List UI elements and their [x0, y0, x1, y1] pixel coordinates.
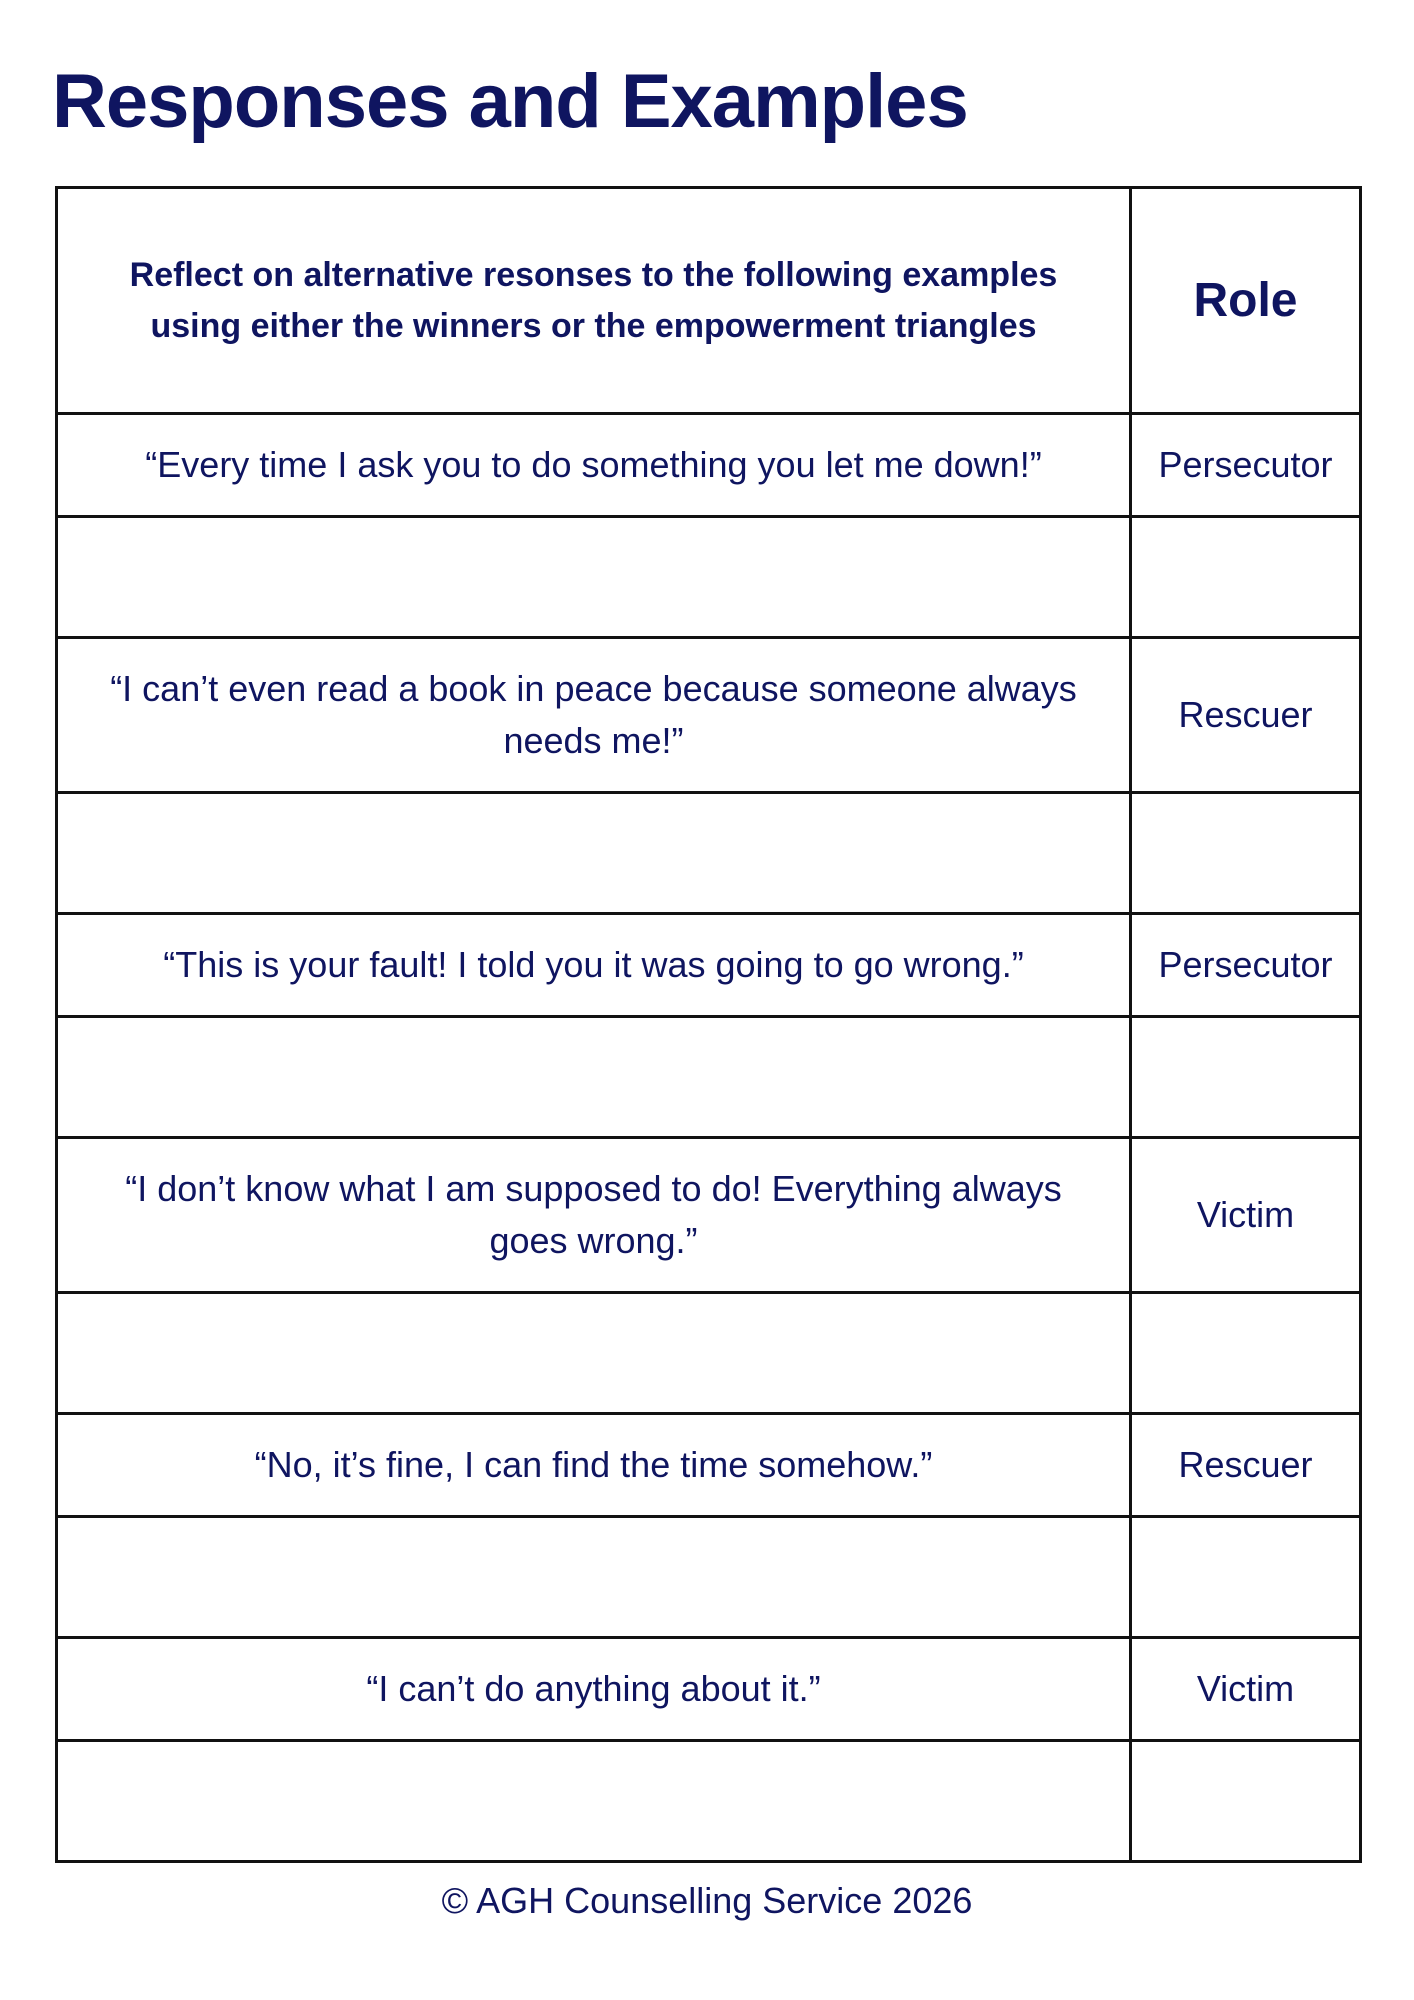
response-cell[interactable]: [57, 1017, 1131, 1138]
response-row: [57, 1517, 1361, 1638]
response-cell[interactable]: [57, 1517, 1131, 1638]
response-row: [57, 1741, 1361, 1862]
header-instruction: Reflect on alternative resonses to the following examples using either the winners or the empowerment triangles: [57, 188, 1131, 414]
example-cell: “I can’t do anything about it.”: [57, 1638, 1131, 1741]
copyright-footer: © AGH Counselling Service 2026: [441, 1880, 973, 1921]
table-row: [57, 414, 1361, 517]
response-cell[interactable]: [57, 793, 1131, 914]
role-cell: Rescuer: [1131, 1414, 1361, 1517]
role-cell: Victim: [1131, 1638, 1361, 1741]
response-row: [57, 517, 1361, 638]
response-role-cell[interactable]: [1131, 1517, 1361, 1638]
response-row: [57, 1017, 1361, 1138]
role-cell: Victim: [1131, 1138, 1361, 1293]
example-cell: “This is your fault! I told you it was going to go wrong.”: [57, 914, 1131, 1017]
responses-table: [55, 186, 1362, 1863]
role-cell: Persecutor: [1131, 414, 1361, 517]
table-row: [57, 914, 1361, 1017]
response-role-cell[interactable]: [1131, 1293, 1361, 1414]
role-cell: Persecutor: [1131, 914, 1361, 1017]
response-role-cell[interactable]: [1131, 1017, 1361, 1138]
page-title: Responses and Examples: [52, 59, 968, 144]
response-cell[interactable]: [57, 1293, 1131, 1414]
response-role-cell[interactable]: [1131, 793, 1361, 914]
table-row: [57, 1638, 1361, 1741]
response-cell[interactable]: [57, 1741, 1131, 1862]
response-row: [57, 1293, 1361, 1414]
response-role-cell[interactable]: [1131, 517, 1361, 638]
table-header-row: [57, 188, 1361, 414]
example-cell: “I don’t know what I am supposed to do! Everything always goes wrong.”: [57, 1138, 1131, 1293]
header-role: Role: [1131, 188, 1361, 414]
example-cell: “No, it’s fine, I can find the time somehow.”: [57, 1414, 1131, 1517]
example-cell: “Every time I ask you to do something you let me down!”: [57, 414, 1131, 517]
response-cell[interactable]: [57, 517, 1131, 638]
role-cell: Rescuer: [1131, 638, 1361, 793]
response-role-cell[interactable]: [1131, 1741, 1361, 1862]
table-row: [57, 1138, 1361, 1293]
table-row: [57, 1414, 1361, 1517]
table-row: [57, 638, 1361, 793]
response-row: [57, 793, 1361, 914]
example-cell: “I can’t even read a book in peace because someone always needs me!”: [57, 638, 1131, 793]
